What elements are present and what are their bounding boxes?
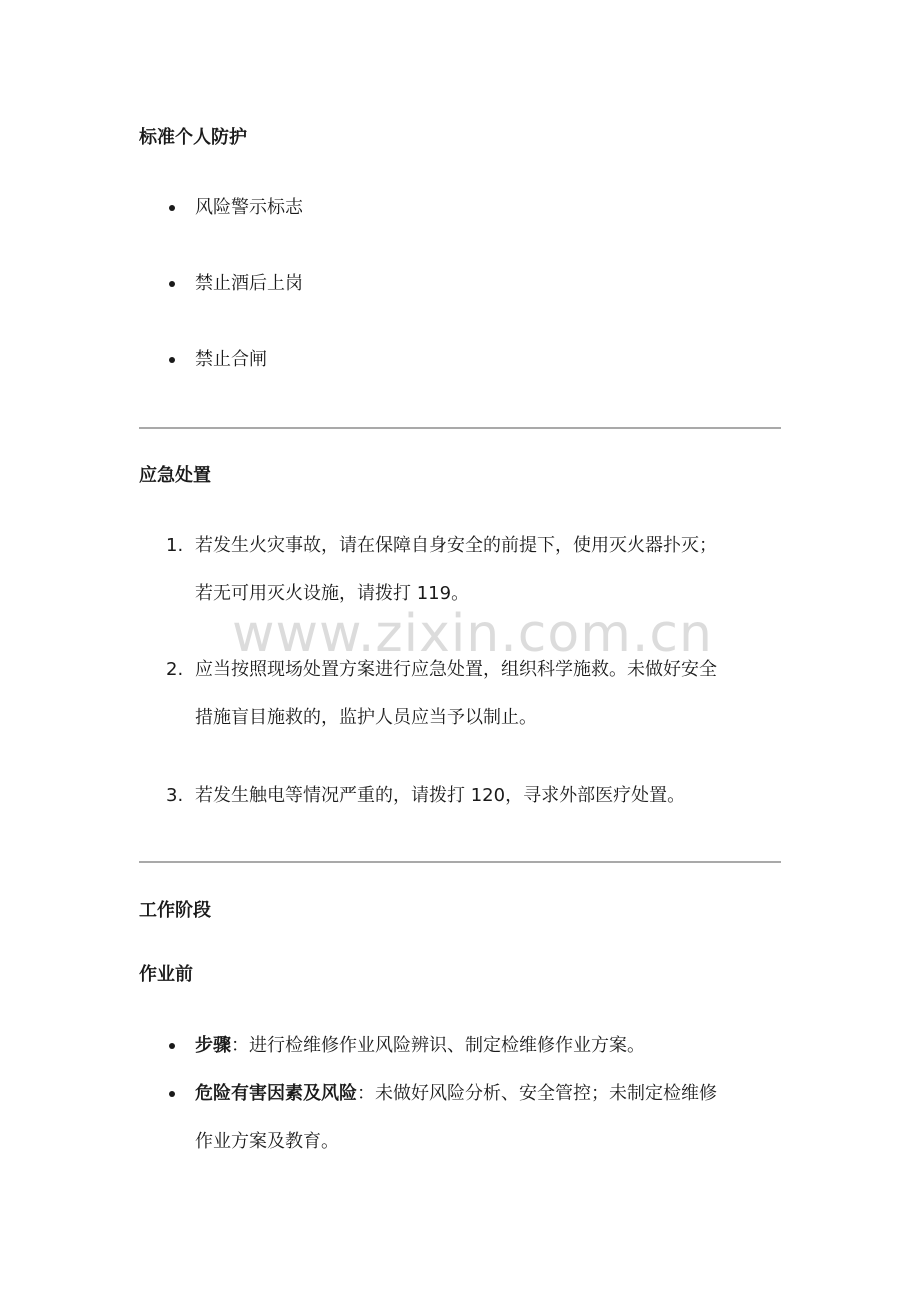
list-item-line bbox=[195, 1082, 785, 1106]
numbered-item bbox=[195, 658, 785, 730]
numbered-item-line: 应当按照现场处置方案进行应急处置，组织科学施救。未做好安全 bbox=[195, 659, 717, 680]
list-item bbox=[195, 272, 785, 296]
bullet-dot bbox=[169, 1091, 175, 1097]
numbered-item-line: 措施盲目施救的，监护人员应当予以制止。 bbox=[195, 707, 537, 728]
list-item bbox=[195, 1034, 785, 1058]
list-item-text: 禁止酒后上岗 bbox=[195, 273, 303, 294]
list-item bbox=[195, 1082, 785, 1154]
section-title-emergency: 应急处置 bbox=[139, 465, 211, 486]
subsection-title-pre-work: 作业前 bbox=[139, 964, 193, 985]
list-item-line: 作业方案及教育。 bbox=[195, 1131, 339, 1152]
list-item-line bbox=[195, 1034, 785, 1058]
bullet-dot bbox=[169, 205, 175, 211]
hazards-label: 危险有害因素及风险 bbox=[195, 1083, 357, 1104]
list-item-text: 禁止合闸 bbox=[195, 349, 267, 370]
list-item bbox=[195, 196, 785, 220]
list-number: 3. bbox=[166, 785, 184, 806]
list-item-text: 风险警示标志 bbox=[195, 197, 303, 218]
hazards-text: ：未做好风险分析、安全管控；未制定检维修 bbox=[357, 1083, 717, 1104]
numbered-item bbox=[195, 534, 785, 606]
section-divider bbox=[139, 427, 781, 429]
numbered-item bbox=[195, 784, 785, 808]
steps-label: 步骤 bbox=[195, 1035, 231, 1056]
numbered-item-line: 若发生触电等情况严重的，请拨打 120，寻求外部医疗处置。 bbox=[195, 785, 686, 806]
section-divider bbox=[139, 861, 781, 863]
list-item bbox=[195, 348, 785, 372]
steps-text: ：进行检维修作业风险辨识、制定检维修作业方案。 bbox=[231, 1035, 645, 1056]
list-number: 2. bbox=[166, 659, 184, 680]
bullet-dot bbox=[169, 1043, 175, 1049]
bullet-dot bbox=[169, 357, 175, 363]
section-title-ppe: 标准个人防护 bbox=[139, 127, 247, 148]
numbered-item-line: 若无可用灭火设施，请拨打 119。 bbox=[195, 583, 470, 604]
list-number: 1. bbox=[166, 535, 184, 556]
bullet-dot bbox=[169, 281, 175, 287]
watermark-text: www.zixin.com.cn bbox=[232, 604, 713, 664]
numbered-item-line: 若发生火灾事故，请在保障自身安全的前提下，使用灭火器扑灭； bbox=[195, 535, 717, 556]
section-title-stages: 工作阶段 bbox=[139, 900, 211, 921]
